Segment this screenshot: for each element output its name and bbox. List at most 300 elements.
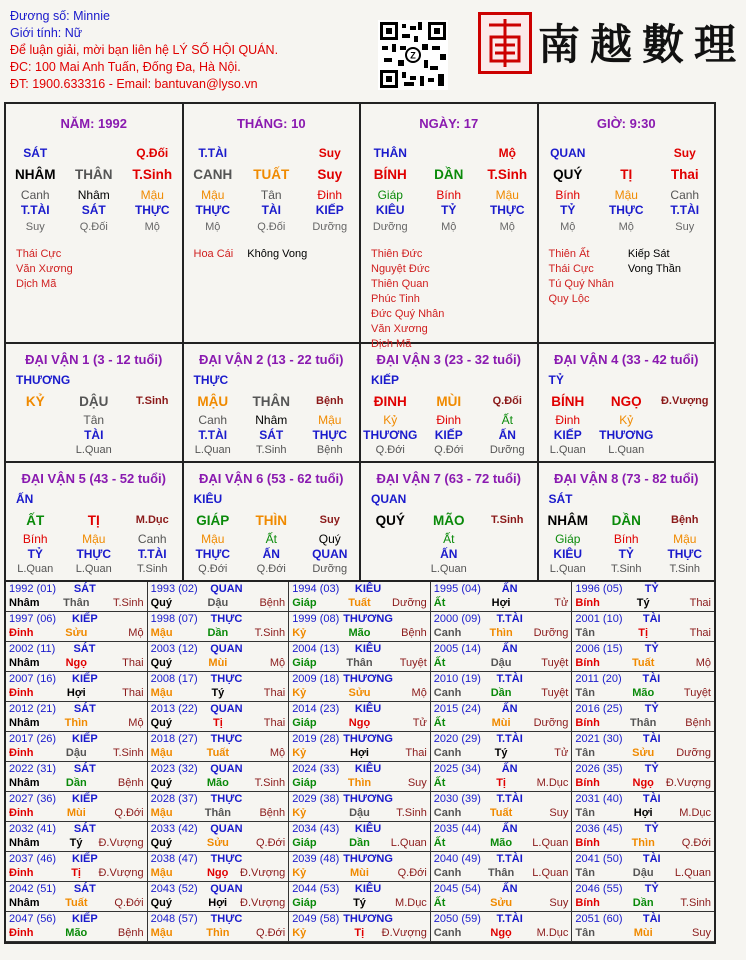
daivan-cell: T.Sinh (255, 444, 287, 456)
pillar-cell: T.TÀI (198, 146, 228, 160)
year-label: 1996 (05) (575, 583, 623, 595)
year-can: Canh (433, 806, 462, 819)
daivan-cell: THỰC (76, 547, 112, 561)
daivan-row (539, 562, 715, 577)
year-cell (6, 852, 148, 882)
year-chi: Thân (630, 716, 657, 729)
stars-col-1 (194, 247, 234, 262)
year-top (9, 763, 144, 777)
year-god: TỶ (644, 583, 659, 595)
spacer (397, 913, 427, 927)
daivan-cell (6, 413, 65, 428)
year-top (575, 883, 711, 897)
daivan-cell: Giáp (555, 532, 581, 546)
daivan-cell (123, 413, 182, 428)
daivan-cell: QUAN (312, 547, 348, 561)
year-cell (289, 702, 431, 732)
daivan-cell (478, 562, 537, 577)
year-chi: Tuất (631, 656, 655, 669)
daivan-cell: Quý (318, 532, 341, 546)
year-label: 2038 (47) (150, 853, 198, 865)
daivan-cell: SÁT (259, 428, 284, 442)
year-top (9, 673, 144, 687)
pillar-cell: Mậu (140, 188, 164, 202)
year-can: Nhâm (9, 596, 40, 609)
year-label: 2050 (59) (433, 913, 481, 925)
year-chi: Hợi (208, 896, 228, 909)
year-cell (6, 912, 148, 942)
daivan-cell: ĐINH (373, 394, 407, 409)
spacer (114, 643, 144, 657)
year-can: Canh (433, 626, 462, 639)
phone-email-text: ĐT: 1900.633316 - Email: bantuvan@lyso.vn (10, 77, 258, 91)
daivan-row (184, 443, 360, 458)
year-cell (572, 612, 714, 642)
year-can: Kỷ (292, 626, 307, 639)
year-top (151, 703, 286, 717)
pillar-cell: DẦN (434, 167, 464, 182)
pillar-cell: Suy (318, 146, 341, 160)
svg-text:Z: Z (410, 50, 416, 61)
year-cell (289, 822, 431, 852)
year-stage: Đ.Vượng (240, 896, 286, 909)
year-can: Đinh (9, 746, 34, 759)
year-god: SÁT (73, 823, 96, 835)
year-bottom (151, 597, 286, 611)
year-god: QUAN (210, 823, 243, 835)
year-can: Tân (575, 686, 595, 699)
year-cell (289, 912, 431, 942)
year-god: SÁT (73, 883, 96, 895)
daivan-cell (478, 532, 537, 547)
year-top (292, 853, 427, 867)
year-bottom (292, 837, 427, 851)
year-label: 2008 (17) (150, 673, 198, 685)
daivan-cell: TÀI (84, 428, 104, 442)
daivan-cell (361, 532, 420, 547)
year-label: 2025 (34) (433, 763, 481, 775)
year-chi: Mùi (633, 926, 653, 939)
year-top (434, 853, 569, 867)
year-bottom (151, 837, 286, 851)
daivan-pillar (539, 394, 715, 409)
year-bottom (434, 897, 569, 911)
daivan-god: KIẾP (371, 373, 400, 387)
year-chi: Dậu (632, 866, 654, 879)
year-top (575, 793, 711, 807)
year-cell (431, 822, 573, 852)
year-top (434, 643, 569, 657)
year-label: 2040 (49) (433, 853, 481, 865)
year-can: Tân (575, 746, 595, 759)
pillar-row (361, 167, 537, 182)
daivan-god: KIÊU (193, 492, 223, 506)
year-bottom (9, 807, 144, 821)
daivan-cell: KIẾP (434, 428, 463, 442)
spacer (114, 703, 144, 717)
stars-col-2 (247, 247, 307, 262)
year-can: Quý (150, 896, 172, 909)
spacer (114, 793, 144, 807)
year-stage: Đ.Vượng (240, 866, 286, 879)
year-can: Ất (433, 836, 446, 849)
year-bottom (292, 897, 427, 911)
year-top (151, 613, 286, 627)
year-can: Mậu (150, 686, 173, 699)
qr-code-icon (378, 20, 448, 90)
pillar-cell: Mậu (495, 188, 519, 202)
year-stage: Dưỡng (533, 716, 569, 729)
year-label: 2014 (23) (292, 703, 340, 715)
spacer (538, 703, 568, 717)
pillar-cell: Mậu (614, 188, 638, 202)
year-cell (431, 792, 573, 822)
star-item: Thái Cực (548, 263, 594, 275)
star-item: Văn Xương (16, 263, 73, 275)
year-can: Kỷ (292, 686, 307, 699)
year-cell (148, 882, 290, 912)
year-bottom (575, 927, 711, 941)
year-bottom (575, 627, 711, 641)
year-cell (572, 852, 714, 882)
year-chi: Sửu (348, 686, 371, 699)
pillar-cell: BÍNH (373, 167, 407, 182)
year-stage: M.Dục (536, 776, 569, 789)
spacer (397, 853, 427, 867)
spacer (255, 643, 285, 657)
year-can: Giáp (292, 716, 317, 729)
chart-grid (4, 102, 716, 944)
pillar-cell: TUẤT (253, 167, 290, 182)
year-chi: Tý (494, 746, 508, 759)
daivan-cell: Q.Đới (198, 563, 228, 575)
daivan-row-2 (6, 463, 714, 582)
spacer (681, 583, 711, 597)
year-can: Quý (150, 716, 172, 729)
daivan-pillar (6, 394, 182, 409)
daivan-cell: KIÊU (553, 547, 583, 561)
spacer (681, 793, 711, 807)
daivan-cell: Q.Đới (256, 563, 286, 575)
year-stage: Tuyệt (541, 686, 569, 699)
year-label: 2048 (57) (150, 913, 198, 925)
spacer (255, 673, 285, 687)
year-chi: Thìn (206, 926, 230, 939)
year-bottom (575, 747, 711, 761)
spacer (114, 913, 144, 927)
spacer (538, 583, 568, 597)
year-cell (572, 642, 714, 672)
pillar-row (539, 188, 715, 203)
year-god: TÀI (642, 613, 661, 625)
year-chi: Mão (348, 626, 371, 639)
pillar-cell: Giáp (377, 188, 403, 202)
year-bottom (151, 687, 286, 701)
year-chi: Mùi (208, 656, 228, 669)
year-stage: Q.Đới (255, 926, 286, 939)
spacer (538, 853, 568, 867)
daivan-row (361, 532, 537, 547)
spacer (255, 613, 285, 627)
year-can: Tân (575, 866, 595, 879)
daivan-cell (361, 547, 420, 562)
star-item: Thái Cực (16, 248, 62, 260)
year-god: THƯƠNG (343, 853, 393, 865)
daivan-cell: M.Dục (135, 514, 169, 526)
spacer (255, 883, 285, 897)
year-can: Nhâm (9, 716, 40, 729)
year-god: KIÊU (354, 763, 382, 775)
daivan-cell (123, 443, 182, 458)
year-chi: Tị (212, 716, 223, 729)
year-cell (572, 762, 714, 792)
year-label: 2011 (20) (575, 673, 622, 685)
daivan-row (6, 443, 182, 458)
year-god: THƯƠNG (343, 793, 393, 805)
year-stage: L.Quan (532, 836, 569, 849)
year-top (151, 673, 286, 687)
star-item: Đức Quý Nhân (371, 308, 445, 320)
daivan-cell: NHÂM (547, 513, 588, 528)
year-bottom (575, 807, 711, 821)
year-god: THỰC (210, 733, 243, 745)
year-cell (148, 912, 290, 942)
year-label: 1999 (08) (292, 613, 340, 625)
year-bottom (575, 897, 711, 911)
pillar-cell: Mộ (618, 221, 634, 233)
year-god: THỰC (210, 853, 243, 865)
daivan-cell: L.Quan (75, 444, 112, 456)
pillar-row (539, 167, 715, 182)
year-can: Đinh (9, 806, 34, 819)
year-chi: Tuất (489, 806, 513, 819)
year-chi: Mão (490, 836, 513, 849)
year-cell (289, 612, 431, 642)
year-top (292, 733, 427, 747)
daivan-cell: ẤN (440, 547, 458, 561)
stars-col-1 (16, 247, 73, 292)
daivan-cell: L.Quan (549, 563, 586, 575)
daivan-cell: Canh (198, 413, 228, 427)
year-can: Ất (433, 896, 446, 909)
pillar-cell: Suy (317, 167, 343, 182)
year-can: Quý (150, 836, 172, 849)
daivan-cell: Mậu (201, 532, 225, 546)
brand-logo (478, 12, 746, 80)
year-top (9, 613, 144, 627)
year-top (9, 913, 144, 927)
daivan-cell: Tân (83, 413, 105, 427)
daivan-row (6, 562, 182, 577)
year-can: Kỷ (292, 746, 307, 759)
spacer (397, 793, 427, 807)
daivan-cell: BÍNH (551, 394, 585, 409)
pillar-cell: Mộ (205, 221, 221, 233)
year-cell (431, 612, 573, 642)
year-stage: Thai (405, 746, 427, 759)
year-label: 2021 (30) (575, 733, 623, 745)
pillar-cell: THỰC (608, 203, 644, 217)
year-bottom (151, 627, 286, 641)
pillar-row (539, 146, 715, 161)
year-cell (148, 732, 290, 762)
year-god: ẤN (501, 703, 518, 715)
daivan-cell: Dưỡng (489, 444, 525, 456)
star-item: Dịch Mã (371, 338, 412, 350)
daivan-row (361, 428, 537, 443)
year-chi: Tuất (348, 596, 371, 609)
year-cell (289, 882, 431, 912)
year-stage: Tử (412, 716, 427, 729)
pillar-row (6, 220, 182, 235)
year-bottom (434, 927, 569, 941)
year-can: Giáp (292, 896, 317, 909)
spacer (397, 763, 427, 777)
year-stage: L.Quan (390, 836, 427, 849)
year-cell (6, 792, 148, 822)
year-stage: Suy (692, 926, 711, 939)
daivan-cell: QUÝ (375, 513, 405, 528)
year-stage: Thai (689, 596, 711, 609)
spacer (114, 733, 144, 747)
year-top (434, 763, 569, 777)
year-god: TÀI (642, 913, 661, 925)
daivan-cell: T.TÀI (137, 547, 167, 561)
year-bottom (434, 687, 569, 701)
year-stage: Thai (263, 686, 286, 699)
spacer (538, 673, 568, 687)
year-label: 2028 (37) (150, 793, 198, 805)
daivan-title: ĐẠI VẬN 3 (23 - 32 tuổi) (376, 352, 521, 367)
daivan-cell: L.Quan (430, 563, 467, 575)
year-cell (148, 672, 290, 702)
year-cell (431, 702, 573, 732)
pillar-cell: TỊ (620, 167, 633, 182)
daivan-cell: DẦN (611, 513, 641, 528)
year-cell (148, 612, 290, 642)
logo-chinese-text: 南越數理 (538, 20, 746, 69)
spacer (681, 673, 711, 687)
pillar-cell: TỶ (441, 203, 457, 217)
daivan-row (539, 547, 715, 562)
pillar-title: THÁNG: 10 (236, 116, 306, 131)
pillar-cell: Bính (555, 188, 581, 202)
pillar-cell: Mậu (201, 188, 225, 202)
pillar-1 (6, 104, 184, 342)
year-bottom (292, 597, 427, 611)
stars-col-2 (628, 247, 681, 307)
star-item: Quy Lộc (548, 293, 590, 305)
pillars-row (6, 104, 714, 350)
year-cell (6, 822, 148, 852)
year-label: 2006 (15) (575, 643, 623, 655)
year-stage: T.Sinh (680, 896, 711, 909)
spacer (255, 823, 285, 837)
year-stage: Mộ (269, 656, 286, 669)
pillar-cell: QUAN (550, 146, 586, 160)
year-top (292, 643, 427, 657)
year-can: Quý (150, 776, 172, 789)
year-top (434, 913, 569, 927)
year-stage: Suy (549, 806, 569, 819)
year-label: 2042 (51) (9, 883, 57, 895)
daivan-cell: Bính (613, 532, 639, 546)
year-chi: Tị (638, 626, 649, 639)
year-cell (148, 792, 290, 822)
year-stage: Tuyệt (683, 686, 711, 699)
year-can: Canh (433, 926, 462, 939)
daivan-cell: Mậu (318, 413, 342, 427)
spacer (538, 763, 568, 777)
daivan-cell: Kỷ (383, 413, 398, 427)
address-text: ĐC: 100 Mai Anh Tuấn, Đống Đa, Hà Nội. (10, 60, 241, 74)
year-can: Ất (433, 596, 446, 609)
year-label: 1993 (02) (150, 583, 198, 595)
year-bottom (434, 597, 569, 611)
spacer (538, 643, 568, 657)
year-chi: Tị (71, 866, 81, 879)
pillar-2 (184, 104, 362, 342)
year-chi: Dậu (65, 746, 87, 759)
daivan-cell: Bệnh (316, 444, 343, 456)
daivan-cell: Đ.Vượng (660, 395, 709, 407)
year-stage: Thai (689, 626, 711, 639)
year-stage: Suy (407, 776, 427, 789)
year-god: TỶ (644, 763, 659, 775)
daivan-cell: Nhâm (255, 413, 288, 427)
year-stage: Mộ (411, 686, 427, 699)
daivan-cell: Q.Đới (375, 444, 405, 456)
daivan-cell: NGỌ (610, 394, 642, 409)
daivan-cell: Q.Đối (492, 395, 522, 407)
daivan-row (361, 443, 537, 458)
pillar-cell: Mộ (499, 221, 515, 233)
year-cell (6, 732, 148, 762)
year-chi: Dần (65, 776, 87, 789)
year-cell (431, 582, 573, 612)
year-label: 2047 (56) (9, 913, 57, 925)
year-bottom (151, 717, 286, 731)
year-god: TỶ (644, 823, 659, 835)
year-cell (572, 882, 714, 912)
year-label: 2022 (31) (9, 763, 57, 775)
year-chi: Mùi (491, 716, 511, 729)
spacer (114, 613, 144, 627)
year-chi: Hợi (66, 686, 86, 699)
year-label: 2031 (40) (575, 793, 623, 805)
year-top (292, 913, 427, 927)
daivan-cell: DẬU (79, 394, 109, 409)
year-stage: Q.Đới (397, 866, 427, 879)
year-god: T.TÀI (496, 733, 523, 745)
year-cell (6, 882, 148, 912)
year-god: KIÊU (354, 583, 382, 595)
spacer (681, 883, 711, 897)
pillar-row (361, 146, 537, 161)
year-cell (6, 612, 148, 642)
star-item: Hoa Cái (193, 248, 234, 260)
year-top (575, 853, 711, 867)
contact-text: Để luận giải, mời bạn liên hệ LÝ SỐ HỘI QUÁN. (10, 43, 279, 57)
pillar-cell: THỰC (489, 203, 525, 217)
year-label: 2035 (44) (433, 823, 481, 835)
pillar-cell: T.Sinh (132, 167, 173, 182)
daivan-row (361, 413, 537, 428)
pillar-row (6, 167, 182, 182)
year-label: 2012 (21) (9, 703, 57, 715)
pillar-cell: NHÂM (15, 167, 56, 182)
year-label: 2045 (54) (433, 883, 481, 895)
